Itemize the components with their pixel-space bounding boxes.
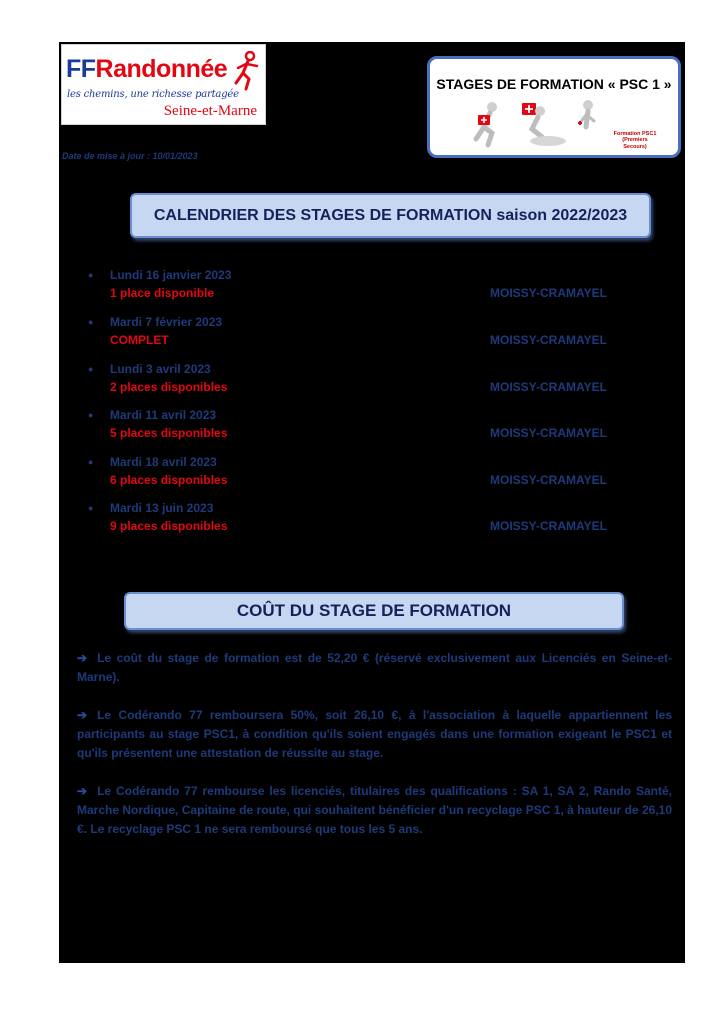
recycling-paragraph-text: Le Codérando 77 rembourse les licenciés, titulaires des qualifications : SA 1, SA 2, Rando Santé, Marche Nordique, Capitaine de route, qui souhaitent bénéficier d'un recyclage PSC 1, à hauteur de 26,10 €. Le recyclage PSC 1 ne sera remboursé que tous les 5 ans. <box>77 784 672 836</box>
cost-banner: COÛT DU STAGE DE FORMATION <box>124 592 624 630</box>
logo-brand-ff: FF <box>66 55 96 83</box>
session-location: MOISSY-CRAMAYEL <box>490 333 607 347</box>
arrow-right-icon: ➔ <box>77 651 88 665</box>
first-aid-figures-icon <box>470 97 610 157</box>
session-location: MOISSY-CRAMAYEL <box>490 286 607 300</box>
calendar-banner: CALENDRIER DES STAGES DE FORMATION saison 2022/2023 <box>130 193 651 238</box>
recycling-paragraph <box>77 782 672 839</box>
arrow-right-icon: ➔ <box>77 708 88 722</box>
session-date: Mardi 13 juin 2023 <box>110 501 214 515</box>
reimbursement-paragraph <box>77 706 672 763</box>
bullet-icon: ● <box>88 270 94 280</box>
session-status: COMPLET <box>110 333 169 347</box>
session-status: 5 places disponibles <box>110 426 228 440</box>
session-location: MOISSY-CRAMAYEL <box>490 519 607 533</box>
session-location: MOISSY-CRAMAYEL <box>490 473 607 487</box>
bullet-icon: ● <box>88 410 94 420</box>
logo-region: Seine-et-Marne <box>163 103 257 119</box>
psc1-caption-line2: (Premiers Secours) <box>622 137 648 150</box>
bullet-icon: ● <box>88 457 94 467</box>
cost-paragraph <box>77 649 672 687</box>
session-item <box>0 315 724 355</box>
session-location: MOISSY-CRAMAYEL <box>490 426 607 440</box>
ffrandonnee-logo <box>61 44 266 125</box>
update-date: Date de mise à jour : 10/01/2023 <box>62 151 198 161</box>
session-date: Mardi 11 avril 2023 <box>110 408 217 422</box>
reimbursement-paragraph-text: Le Codérando 77 remboursera 50%, soit 26,10 €, à l'association à laquelle appartiennent les participants au stage PSC1, à condition qu'ils soient engagés dans une formation exigeant le PSC1 et qu'ils présentent une attestation de réussite au stage. <box>77 708 672 760</box>
session-status: 2 places disponibles <box>110 380 228 394</box>
session-date: Lundi 3 avril 2023 <box>110 362 211 376</box>
session-item <box>0 455 724 495</box>
session-status: 6 places disponibles <box>110 473 228 487</box>
logo-brand <box>66 57 227 82</box>
session-status: 1 place disponible <box>110 286 215 300</box>
session-location: MOISSY-CRAMAYEL <box>490 380 607 394</box>
session-date: Mardi 7 février 2023 <box>110 315 223 329</box>
psc1-caption <box>610 131 660 150</box>
session-item <box>0 362 724 402</box>
psc1-caption-line1: Formation PSC1 <box>613 131 657 137</box>
session-date: Lundi 16 janvier 2023 <box>110 268 232 282</box>
logo-brand-rest: Randonnée <box>95 55 228 83</box>
bullet-icon: ● <box>88 503 94 513</box>
walker-logo-icon <box>230 51 262 91</box>
psc1-panel <box>427 56 681 158</box>
logo-tagline: les chemins, une richesse partagée <box>67 89 239 100</box>
session-item <box>0 501 724 541</box>
session-item <box>0 268 724 308</box>
arrow-right-icon: ➔ <box>77 784 88 798</box>
session-date: Mardi 18 avril 2023 <box>110 455 217 469</box>
cost-paragraph-text: Le coût du stage de formation est de 52,20 € (réservé exclusivement aux Licenciés en Seine-et-Marne). <box>77 651 672 684</box>
bullet-icon: ● <box>88 364 94 374</box>
session-item <box>0 408 724 448</box>
psc1-panel-title: STAGES DE FORMATION « PSC 1 » <box>436 76 672 92</box>
session-status: 9 places disponibles <box>110 519 228 533</box>
bullet-icon: ● <box>88 317 94 327</box>
